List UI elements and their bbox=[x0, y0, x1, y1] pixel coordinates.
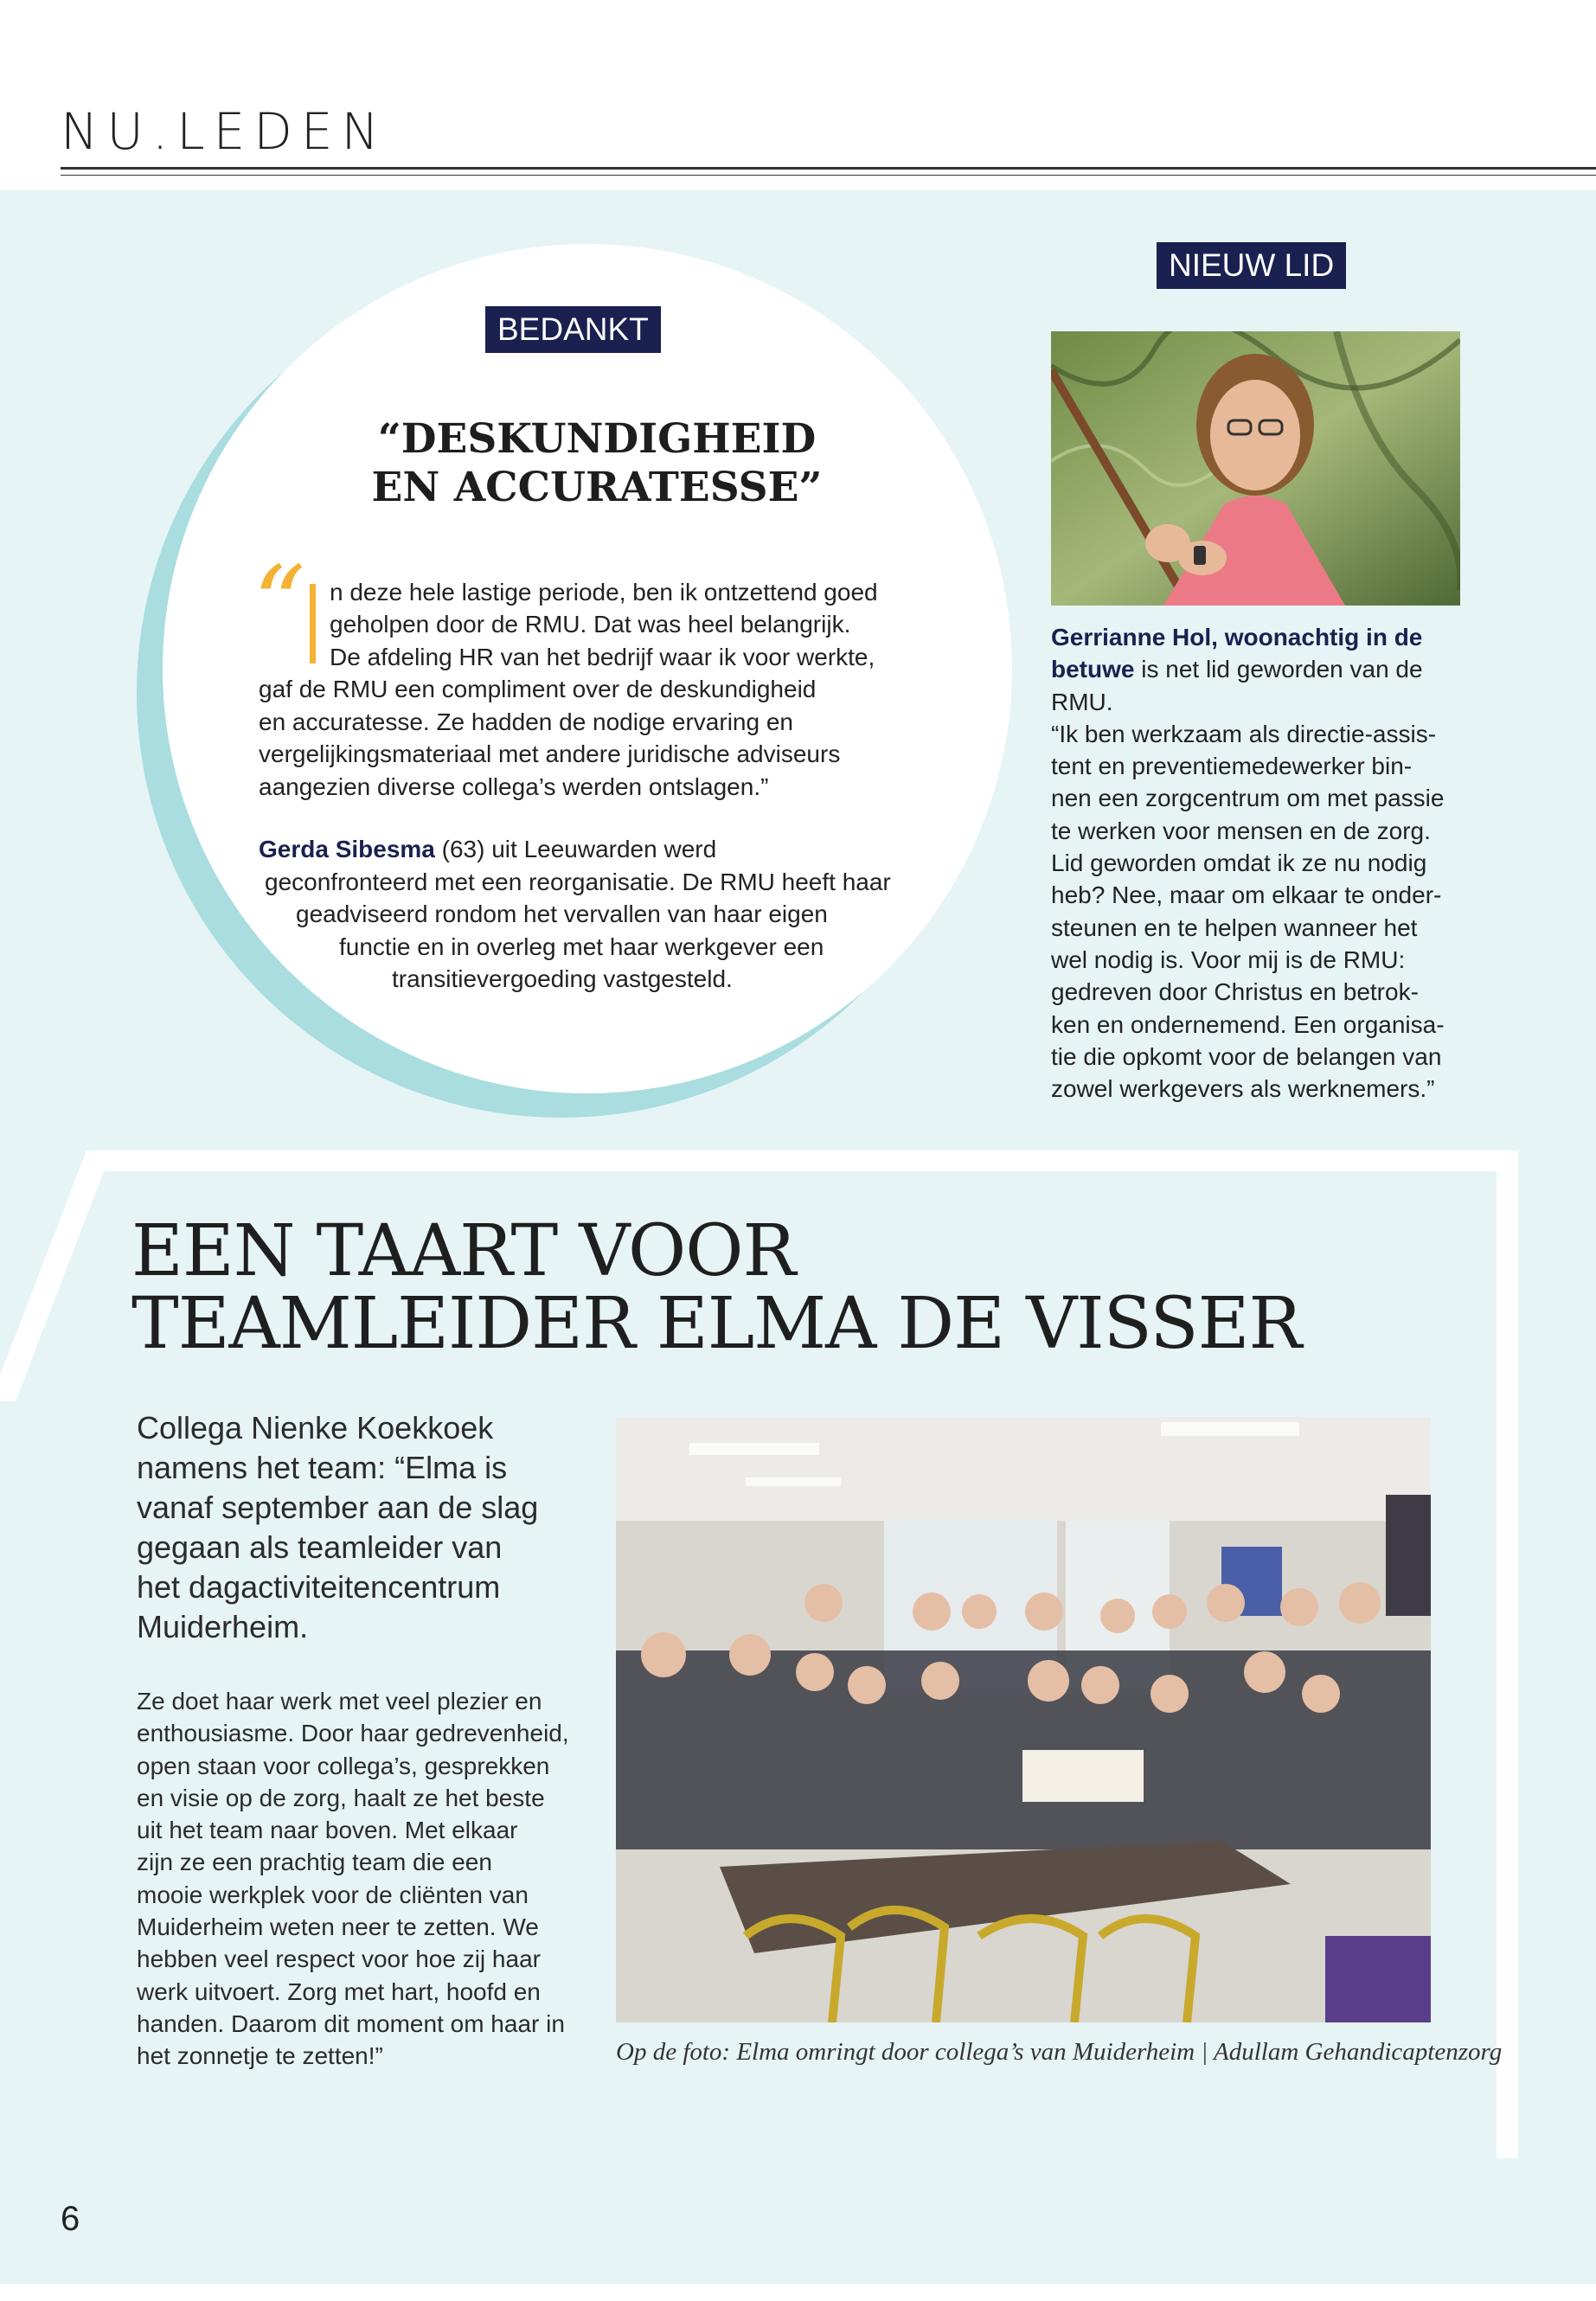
intro-line: het dagactiviteitencentrum bbox=[137, 1569, 501, 1605]
panel-frame-right bbox=[1497, 1150, 1518, 2158]
story-line: functie en in overleg met haar werkgever een bbox=[339, 933, 824, 960]
body-line: handen. Daarom dit moment om haar in bbox=[137, 2009, 565, 2037]
story-line: geconfronteerd met een reorganisatie. De RMU heeft haar bbox=[265, 868, 891, 895]
group-photo bbox=[616, 1417, 1431, 2022]
quote-line: aangezien diverse collega’s werden ontslagen.” bbox=[259, 773, 769, 800]
drop-cap-bar bbox=[310, 584, 316, 663]
member-line: tent en preventiemedewerker bin- bbox=[1051, 753, 1413, 780]
panel-frame-diagonal bbox=[0, 1150, 104, 1401]
member-region: betuwe bbox=[1051, 656, 1135, 683]
section-title: NU.LEDEN bbox=[61, 102, 388, 161]
member-line: “Ik ben werkzaam als directie-assis- bbox=[1051, 720, 1437, 747]
photo-caption: Op de foto: Elma omringt door collega’s van Muiderheim | Adullam Gehandicaptenzorg bbox=[616, 2038, 1503, 2066]
bedankt-tag: BEDANKT bbox=[485, 306, 661, 353]
quote-line: n deze hele lastige periode, ben ik ontzettend goed bbox=[330, 579, 878, 606]
intro-line: Collega Nienke Koekkoek bbox=[137, 1410, 494, 1445]
quote-line: De afdeling HR van het bedrijf waar ik voor werkte, bbox=[330, 644, 875, 670]
quote-line: vergelijkingsmateriaal met andere juridische adviseurs bbox=[259, 740, 841, 767]
member-line: Lid geworden omdat ik ze nu nodig bbox=[1051, 849, 1427, 877]
body-line: het zonnetje te zetten!” bbox=[137, 2042, 383, 2070]
author-line bbox=[259, 833, 716, 866]
body-line: hebben veel respect voor hoe zij haar bbox=[137, 1945, 541, 1973]
article-body bbox=[137, 1685, 586, 2073]
quote-line: gaf de RMU een compliment over de deskundigheid bbox=[259, 676, 817, 702]
body-line: uit het team naar boven. Met elkaar bbox=[137, 1817, 518, 1844]
story-line: geadviseerd rondom het vervallen van haar eigen bbox=[296, 901, 828, 927]
article-title-line: EEN TAART VOOR bbox=[131, 1210, 796, 1292]
article-title-line: TEAMLEIDER ELMA DE VISSER bbox=[131, 1283, 1302, 1365]
body-line: werk uitvoert. Zorg met hart, hoofd en bbox=[137, 1977, 541, 2005]
quote-mark-icon: “ bbox=[253, 545, 306, 665]
member-line: ken en ondernemend. Een organisa- bbox=[1051, 1010, 1445, 1038]
body-line: mooie werkplek voor de cliënten van bbox=[137, 1881, 529, 1908]
body-line: open staan voor collega’s, gesprekken bbox=[137, 1752, 550, 1779]
member-line: heb? Nee, maar om elkaar te onder- bbox=[1051, 881, 1442, 909]
member-line: nen een zorgcentrum om met passie bbox=[1051, 785, 1445, 812]
body-line: zijn ze een prachtig team die een bbox=[137, 1849, 492, 1876]
author-rest: (63) uit Leeuwarden werd bbox=[434, 836, 717, 862]
member-line: wel nodig is. Voor mij is de RMU: bbox=[1051, 945, 1406, 973]
article-intro bbox=[137, 1408, 586, 1647]
body-line: enthousiasme. Door haar gedrevenheid, bbox=[137, 1720, 569, 1747]
story-line: transitievergoeding vastgesteld. bbox=[392, 965, 733, 992]
body-line: Muiderheim weten neer te zetten. We bbox=[137, 1913, 539, 1941]
quote-line: geholpen door de RMU. Dat was heel belangrijk. bbox=[330, 611, 851, 638]
panel-frame-top bbox=[87, 1150, 1518, 1171]
quote-title bbox=[311, 415, 882, 512]
body-line: Ze doet haar werk met veel plezier en bbox=[137, 1688, 542, 1715]
header-rule-thin bbox=[61, 175, 1596, 176]
intro-line: vanaf september aan de slag bbox=[137, 1490, 539, 1525]
intro-line: namens het team: “Elma is bbox=[137, 1450, 508, 1485]
member-line: te werken voor mensen en de zorg. bbox=[1051, 817, 1431, 844]
nieuw-lid-tag: NIEUW LID bbox=[1157, 242, 1346, 289]
intro-line: gegaan als teamleider van bbox=[137, 1529, 503, 1565]
page-number: 6 bbox=[61, 2200, 80, 2238]
member-line: steunen en te helpen wanneer het bbox=[1051, 913, 1418, 941]
quote-title-line: EN ACCURATESSE” bbox=[371, 464, 823, 511]
intro-line: Muiderheim. bbox=[137, 1609, 309, 1644]
member-line: zowel werkgevers als werknemers.” bbox=[1051, 1075, 1435, 1103]
member-name-line: Gerrianne Hol, woonachtig in de bbox=[1051, 624, 1423, 651]
member-intro: is net lid geworden van de bbox=[1134, 656, 1423, 683]
member-text bbox=[1051, 621, 1484, 1105]
member-line: RMU. bbox=[1051, 688, 1113, 715]
member-line: gedreven door Christus en betrok- bbox=[1051, 978, 1419, 1006]
body-line: en visie op de zorg, haalt ze het beste bbox=[137, 1784, 545, 1811]
member-name-line-2 bbox=[1051, 653, 1484, 685]
header-rule bbox=[61, 167, 1596, 170]
quote-title-line: “DESKUNDIGHEID bbox=[377, 415, 817, 463]
article-title bbox=[131, 1210, 1302, 1365]
member-line: tie die opkomt voor de belangen van bbox=[1051, 1042, 1442, 1070]
member-portrait bbox=[1051, 331, 1460, 606]
quote-line: en accuratesse. Ze hadden de nodige ervaring en bbox=[259, 708, 793, 735]
author-name: Gerda Sibesma bbox=[259, 836, 435, 862]
